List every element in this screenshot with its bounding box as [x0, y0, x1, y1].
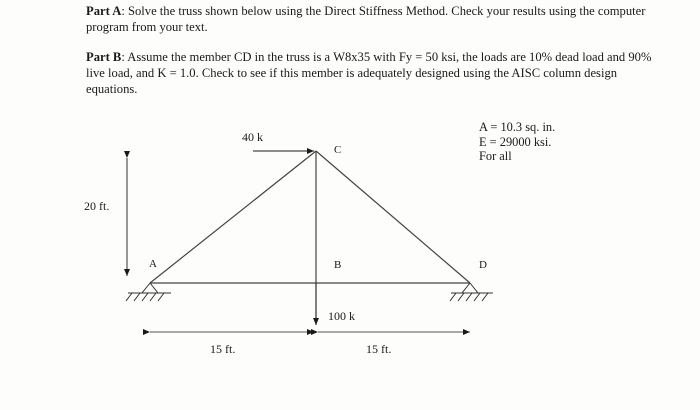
height-label: 20 ft. — [84, 199, 110, 213]
area-property: A = 10.3 sq. in. — [479, 120, 556, 134]
part-b-heading: Part B — [86, 50, 122, 64]
part-a-heading: Part A — [86, 4, 122, 18]
pin-support-a — [126, 283, 171, 301]
load-label-40k: 40 k — [242, 130, 263, 144]
section-properties — [479, 120, 555, 164]
node-label-a: A — [149, 258, 157, 270]
properties-note: For all — [479, 149, 512, 163]
left-span-label: 15 ft. — [210, 342, 236, 356]
right-span-label: 15 ft. — [366, 342, 392, 356]
member-ac — [150, 151, 316, 283]
modulus-property: E = 29000 ksi. — [479, 134, 552, 149]
load-label-100k: 100 k — [328, 309, 355, 323]
node-label-b: B — [334, 259, 342, 271]
node-label-d: D — [479, 259, 487, 271]
pin-support-d — [450, 283, 493, 301]
node-label-c: C — [334, 144, 342, 156]
part-a-text: : Solve the truss shown below using the Direct Stiffness Method. Check your results using the computer program from your text. — [86, 4, 646, 34]
part-b-text: : Assume the member CD in the truss is a W8x35 with Fy = 50 ksi, the loads are 10% dead load and 90% live load, and K = 1.0. Check to see if this member is adequately designed using the AISC column design equations. — [86, 50, 652, 96]
